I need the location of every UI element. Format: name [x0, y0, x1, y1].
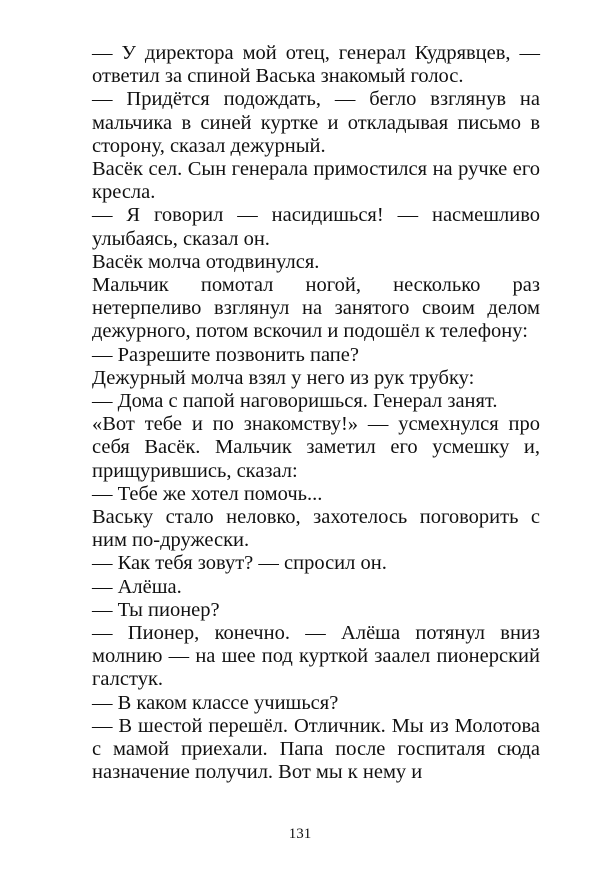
paragraph-2: — Придётся подождать, — бегло взглянув на мальчика в синей куртке и откладывая письмо в сторону, сказал дежурный. [92, 88, 540, 157]
paragraph-11: — Тебе же хотел помочь... [92, 482, 323, 505]
paragraph-4: — Я говорил — насидишься! — насмешливо улыбаясь, сказал он. [92, 204, 540, 250]
paragraph-5: Васёк молча отодвинулся. [92, 250, 320, 273]
paragraph-9: — Дома с папой наговоришься. Генерал занят. [92, 390, 498, 413]
paragraph-6: Мальчик помотал ногой, несколько раз нетерпеливо взглянул на занятого своим делом дежурного, потом вскочил и подошёл к телефону: [92, 274, 540, 343]
paragraph-14: — Алёша. [92, 575, 182, 598]
paragraph-16: — Пионер, конечно. — Алёша потянул вниз молнию — на шее под курткой заалел пионерский галстук. [92, 622, 540, 691]
paragraph-17: — В каком классе учишься? [92, 691, 339, 714]
paragraph-10: «Вот тебе и по знакомству!» — усмехнулся про себя Васёк. Мальчик заметил его усмешку и, прищурившись, сказал: [92, 413, 540, 482]
page-text-block [92, 42, 540, 785]
paragraph-8: Дежурный молча взял у него из рук трубку: [92, 366, 475, 389]
paragraph-1: — У директора мой отец, генерал Кудрявцев, — ответил за спиной Васька знакомый голос. [92, 42, 540, 88]
page-number: 131 [288, 826, 312, 842]
paragraph-3: Васёк сел. Сын генерала примостился на ручке его кресла. [92, 158, 540, 204]
paragraph-13: — Как тебя зовут? — спросил он. [92, 552, 387, 575]
paragraph-15: — Ты пионер? [92, 598, 220, 621]
paragraph-7: — Разрешите позвонить папе? [92, 343, 359, 366]
paragraph-12: Ваську стало неловко, захотелось поговорить с ним по-дружески. [92, 506, 540, 552]
paragraph-18: — В шестой перешёл. Отличник. Мы из Молотова с мамой приехали. Папа после госпиталя сюда назначение получил. Вот мы к нему и [92, 714, 540, 784]
